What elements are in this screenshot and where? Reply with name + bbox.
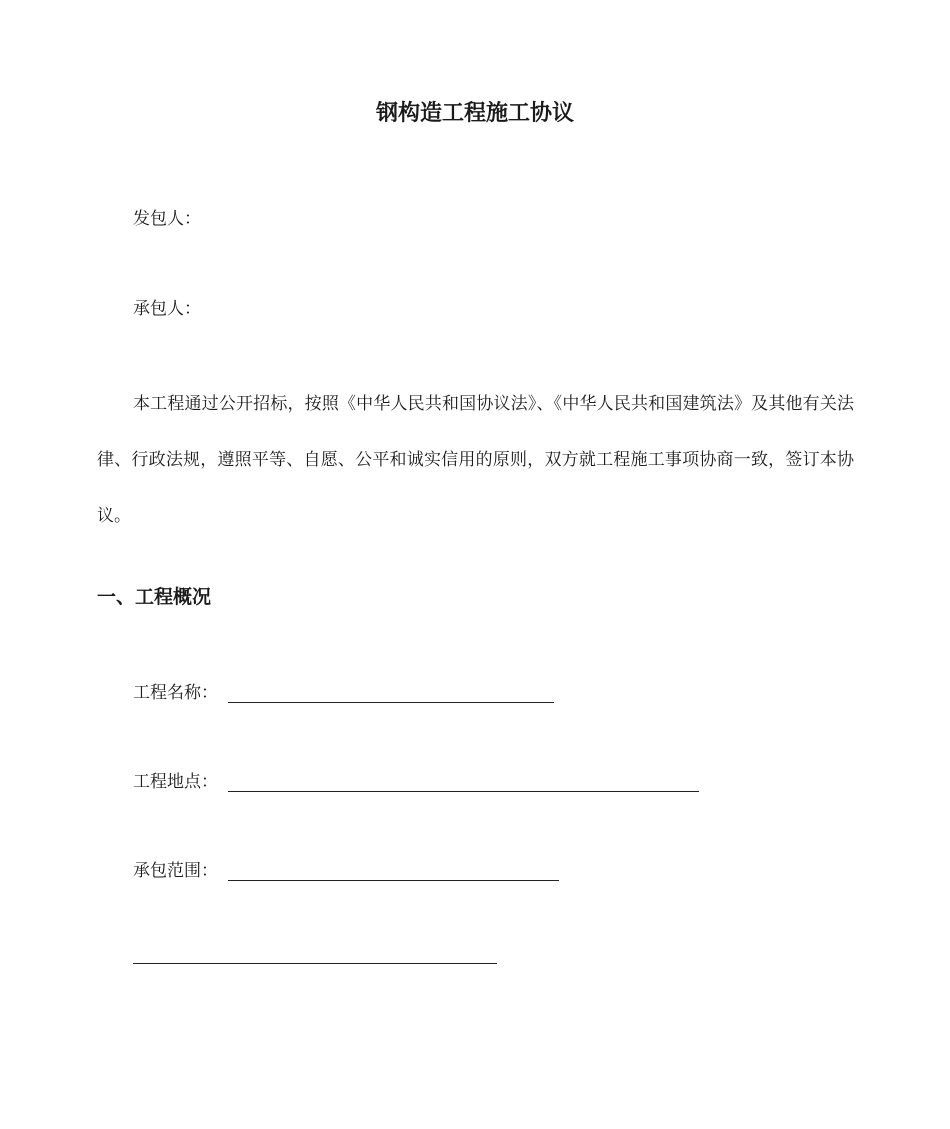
document-title: 钢构造工程施工协议 xyxy=(375,101,574,126)
field-project-name-label: 工程名称： xyxy=(133,683,218,703)
field-contract-scope-label: 承包范围： xyxy=(133,861,218,881)
field-project-location-blank xyxy=(228,773,699,792)
section-heading-project-overview: 一、工程概况 xyxy=(97,586,212,608)
continuation-blank-line xyxy=(133,963,497,964)
field-project-name-blank xyxy=(228,684,554,703)
employer-label: 发包人： xyxy=(133,209,201,229)
field-contract-scope-blank xyxy=(228,862,559,881)
contractor-label: 承包人： xyxy=(133,299,201,319)
field-project-location xyxy=(133,767,699,792)
field-project-name xyxy=(133,678,554,703)
field-project-location-label: 工程地点： xyxy=(133,772,218,792)
intro-paragraph: 本工程通过公开招标，按照《中华人民共和国协议法》、《中华人民共和国建筑法》及其他有关法律、行政法规，遵照平等、自愿、公平和诚实信用的原则，双方就工程施工事项协商一致，签订本协议。 xyxy=(97,394,854,526)
field-contract-scope xyxy=(133,856,559,881)
